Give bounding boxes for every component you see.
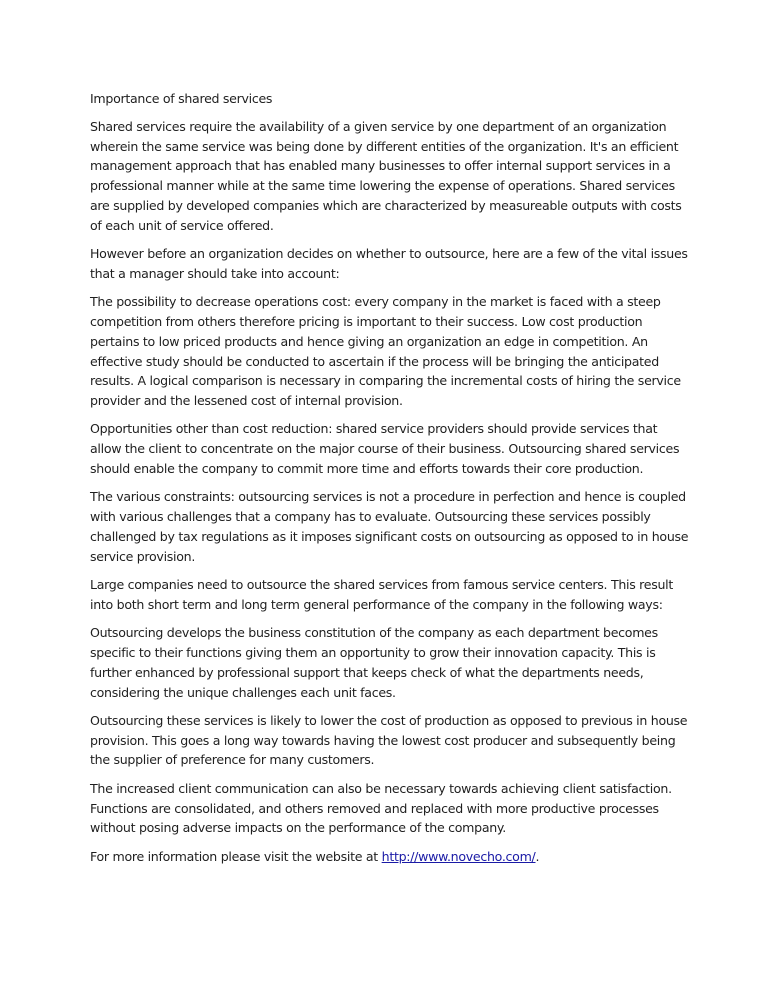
footer-suffix-text: . — [535, 848, 540, 864]
paragraph-client-communication: The increased client communication can also be necessary towards achieving client satisfaction. Functions are consolidated, and others removed and replaced with more productive processes without posing adverse impacts on the performance of the company. — [90, 780, 672, 836]
paragraph-lower-cost-of-production: Outsourcing these services is likely to lower the cost of production as opposed to previous in house provision. This goes a long way towards having the lowest cost producer and subsequently being the supplier of preference for many customers. — [90, 712, 688, 768]
paragraph-large-companies: Large companies need to outsource the shared services from famous service centers. This result into both short term and long term general performance of the company in the following ways: — [90, 577, 674, 612]
footer-prefix-text: For more information please visit the website at — [90, 848, 382, 864]
paragraph-business-constitution: Outsourcing develops the business constitution of the company as each department becomes specific to their functions giving them an opportunity to grow their innovation capacity. This is further enhanced by professional support that keeps check of what the departments needs, considering the unique challenges each unit faces. — [90, 625, 658, 700]
paragraph-various-constraints: The various constraints: outsourcing services is not a procedure in perfection and hence is coupled with various challenges that a company has to evaluate. Outsourcing these services possibly challenged by tax regulations as it imposes significant costs on outsourcing as opposed to in house service provision. — [90, 489, 689, 564]
document-title: Importance of shared services — [90, 91, 273, 106]
paragraph-outsource-issues-intro: However before an organization decides on whether to outsource, here are a few of the vital issues that a manager should take into account: — [90, 246, 688, 281]
website-link[interactable]: http://www.novecho.com/ — [381, 848, 536, 864]
paragraph-decrease-operations-cost: The possibility to decrease operations cost: every company in the market is faced with a steep competition from others therefore pricing is important to their success. Low cost production pertains to low priced products and hence giving an organization an edge in competition. An effective study should be conducted to ascertain if the process will be bringing the anticipated results. A logical comparison is necessary in comparing the incremental costs of hiring the service provider and the lessened cost of internal provision. — [90, 294, 681, 409]
footer-paragraph — [90, 847, 690, 867]
paragraph-shared-services-definition: Shared services require the availability of a given service by one department of an organization wherein the same service was being done by different entities of the organization. It's an efficient management approach that has enabled many businesses to offer internal support services in a professional manner while at the same time lowering the expense of operations. Shared services are supplied by developed companies which are characterized by measureable outputs with costs of each unit of service offered. — [90, 118, 682, 233]
paragraph-opportunities-other-than-cost: Opportunities other than cost reduction: shared service providers should provide services that allow the client to concentrate on the major course of their business. Outsourcing shared services should enable the company to commit more time and efforts towards their core production. — [90, 421, 680, 477]
document-page — [90, 89, 690, 875]
